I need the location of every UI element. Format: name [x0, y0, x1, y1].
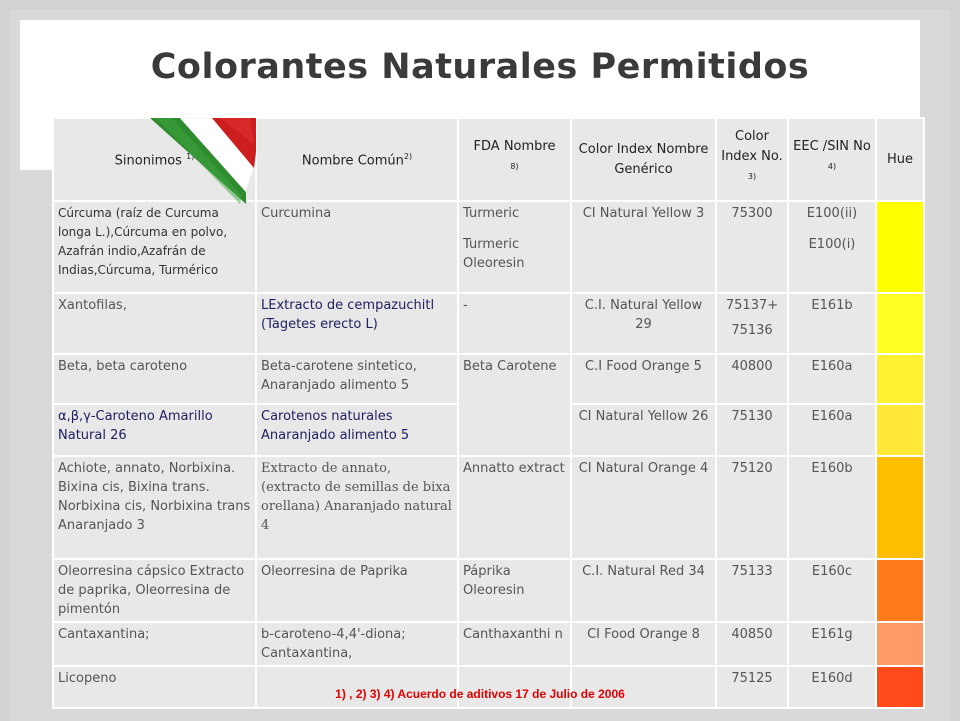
- hue-swatch: [876, 293, 924, 354]
- header-sinonimos: Sinonimos $^{1)}$: [53, 118, 256, 201]
- header-ci-number: Color Index No. $^{3)}$: [716, 118, 788, 201]
- cell-sinonimos: Xantofilas,: [53, 293, 256, 354]
- cell-sinonimos: Cantaxantina;: [53, 622, 256, 666]
- cell-ci-number: 40850: [716, 622, 788, 666]
- cell-fda: Annatto extract: [458, 456, 571, 559]
- header-ci-nombre: Color Index Nombre Genérico: [571, 118, 716, 201]
- cell-ci-number: 75130: [716, 404, 788, 456]
- hue-swatch: [876, 559, 924, 622]
- cell-fda: Canthaxanthi n: [458, 622, 571, 666]
- cell-nombre: Curcumina: [256, 201, 458, 293]
- cell-ci-nombre: CI Natural Yellow 26: [571, 404, 716, 456]
- cell-nombre: Carotenos naturales Anaranjado alimento 5: [256, 404, 458, 456]
- cell-nombre: Oleorresina de Paprika: [256, 559, 458, 622]
- cell-sinonimos: Cúrcuma (raíz de Curcuma longa L.),Cúrcuma en polvo, Azafrán indio,Azafrán de Indias,Cúrcuma, Turmérico: [53, 201, 256, 293]
- cell-ci-nombre: C.I Food Orange 5: [571, 354, 716, 404]
- cell-eec: E160a: [788, 354, 876, 404]
- hue-swatch: [876, 456, 924, 559]
- cell-nombre: b-caroteno-4,4'-diona; Cantaxantina,: [256, 622, 458, 666]
- cell-fda: -: [458, 293, 571, 354]
- cell-sinonimos: Achiote, annato, Norbixina. Bixina cis, Bixina trans. Norbixina cis, Norbixina trans Anaranjado 3: [53, 456, 256, 559]
- table-row: [53, 559, 924, 622]
- header-eec-sin: EEC /SIN No $^{4)}$: [788, 118, 876, 201]
- hue-swatch: [876, 404, 924, 456]
- header-fda-nombre: FDA Nombre $^{8)}$: [458, 118, 571, 201]
- cell-eec: E161b: [788, 293, 876, 354]
- cell-ci-nombre: C.I. Natural Red 34: [571, 559, 716, 622]
- cell-nombre: LExtracto de cempazuchitl (Tagetes erecto L): [256, 293, 458, 354]
- cell-sinonimos: Beta, beta caroteno: [53, 354, 256, 404]
- cell-ci-number: 75137+ 75136: [716, 293, 788, 354]
- cell-ci-number: 75133: [716, 559, 788, 622]
- cell-eec: E160c: [788, 559, 876, 622]
- cell-ci-nombre: CI Natural Yellow 3: [571, 201, 716, 293]
- cell-ci-number: 40800: [716, 354, 788, 404]
- cell-fda: Turmeric Turmeric Oleoresin: [458, 201, 571, 293]
- table-row: [53, 293, 924, 354]
- colorants-table: [52, 117, 925, 709]
- cell-eec: E160a: [788, 404, 876, 456]
- cell-eec: E160b: [788, 456, 876, 559]
- cell-nombre: Extracto de annato, (extracto de semillas de bixa orellana) Anaranjado natural 4: [256, 456, 458, 559]
- cell-ci-nombre: CI Natural Orange 4: [571, 456, 716, 559]
- hue-swatch: [876, 622, 924, 666]
- cell-eec: E161g: [788, 622, 876, 666]
- cell-ci-number: 75120: [716, 456, 788, 559]
- cell-sinonimos: Oleorresina cápsico Extracto de paprika, Oleorresina de pimentón: [53, 559, 256, 622]
- cell-fda: Beta Carotene: [458, 354, 571, 456]
- header-hue: Hue: [876, 118, 924, 201]
- header-nombre-comun: Nombre Común$^{2)}$: [256, 118, 458, 201]
- table-row: [53, 622, 924, 666]
- cell-ci-nombre: C.I. Natural Yellow 29: [571, 293, 716, 354]
- cell-ci-number: 75125: [716, 666, 788, 708]
- cell-fda: Páprika Oleoresin: [458, 559, 571, 622]
- table-row: [53, 354, 924, 404]
- cell-ci-number: 75300: [716, 201, 788, 293]
- table-row: [53, 201, 924, 293]
- footer-note: 1) , 2) 3) 4) Acuerdo de aditivos 17 de Julio de 2006: [335, 687, 625, 701]
- mexican-flag-ribbon-icon: [150, 118, 260, 204]
- cell-eec: E160d: [788, 666, 876, 708]
- cell-sinonimos: α,β,γ-Caroteno Amarillo Natural 26: [53, 404, 256, 456]
- page-title: Colorantes Naturales Permitidos: [150, 47, 810, 87]
- cell-nombre: Beta-carotene sintetico, Anaranjado alimento 5: [256, 354, 458, 404]
- cell-eec: E100(ii) E100(i): [788, 201, 876, 293]
- cell-sinonimos: Licopeno: [53, 666, 256, 708]
- hue-swatch: [876, 201, 924, 293]
- hue-swatch: [876, 354, 924, 404]
- cell-ci-nombre: CI Food Orange 8: [571, 622, 716, 666]
- table-row: [53, 456, 924, 559]
